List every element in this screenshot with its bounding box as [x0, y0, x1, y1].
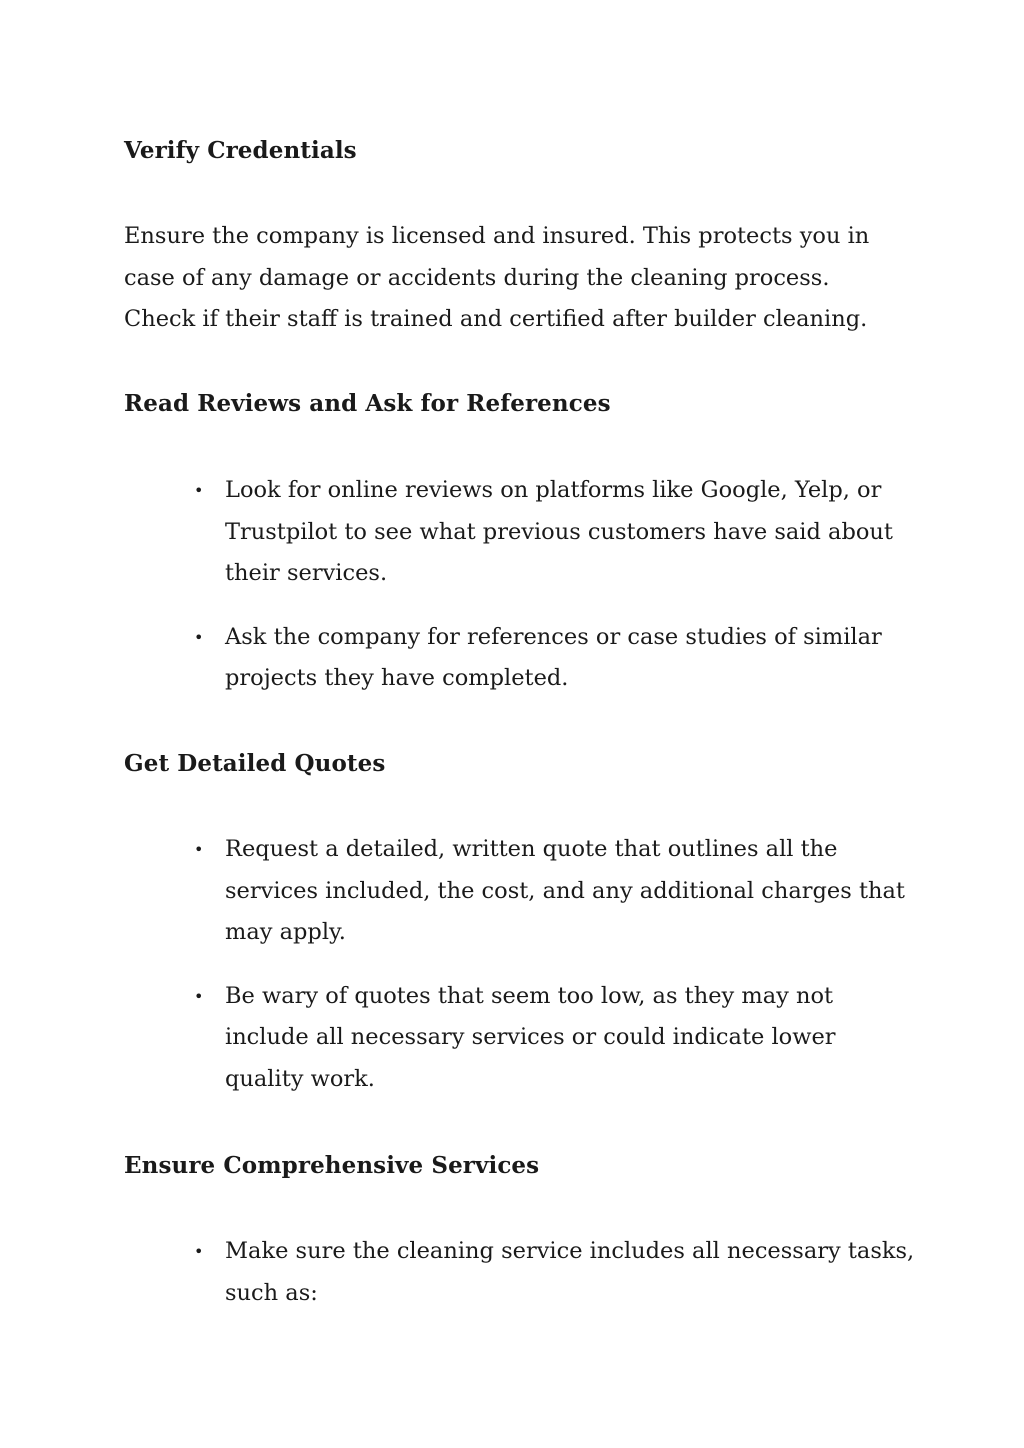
paragraph-line: Check if their staff is trained and certified after builder cleaning.: [124, 306, 868, 332]
heading-comprehensive-services: Ensure Comprehensive Services: [124, 1152, 540, 1179]
bullet-icon: •: [194, 840, 204, 859]
bullet-list-quotes: [124, 829, 914, 1100]
paragraph-line: Ensure the company is licensed and insured. This protects you in: [124, 223, 870, 249]
list-item-line: quality work.: [225, 1065, 375, 1092]
bullet-list-reviews: [124, 470, 914, 700]
list-item-line: such as:: [225, 1279, 318, 1306]
bullet-icon: •: [194, 1242, 204, 1261]
list-item: [124, 976, 914, 1101]
list-item-line: include all necessary services or could indicate lower: [225, 1024, 836, 1050]
bullet-icon: •: [194, 481, 204, 500]
heading-verify-credentials: Verify Credentials: [124, 137, 357, 164]
list-item-line: their services.: [225, 560, 388, 586]
heading-detailed-quotes: Get Detailed Quotes: [124, 750, 386, 777]
list-item-line: Trustpilot to see what previous customers have said about: [225, 518, 893, 545]
list-item-line: Make sure the cleaning service includes all necessary tasks,: [225, 1238, 915, 1264]
list-item: [124, 829, 914, 954]
heading-read-reviews: Read Reviews and Ask for References: [124, 390, 611, 417]
bullet-icon: •: [194, 986, 204, 1006]
list-item: [124, 1231, 914, 1314]
list-item-line: Request a detailed, written quote that outlines all the: [225, 836, 838, 862]
bullet-list-services: [124, 1231, 914, 1314]
list-item-line: services included, the cost, and any additional charges that: [225, 877, 905, 904]
list-item: [124, 617, 914, 700]
paragraph-verify-credentials: [124, 216, 914, 341]
bullet-icon: •: [194, 627, 204, 647]
list-item-line: projects they have completed.: [225, 665, 569, 691]
list-item-line: Look for online reviews on platforms like Google, Yelp, or: [225, 477, 882, 503]
list-item-line: may apply.: [225, 919, 346, 945]
paragraph-line: case of any damage or accidents during the cleaning process.: [124, 264, 830, 291]
list-item-line: Be wary of quotes that seem too low, as they may not: [225, 982, 834, 1009]
list-item-line: Ask the company for references or case studies of similar: [225, 623, 882, 650]
list-item: [124, 470, 914, 595]
